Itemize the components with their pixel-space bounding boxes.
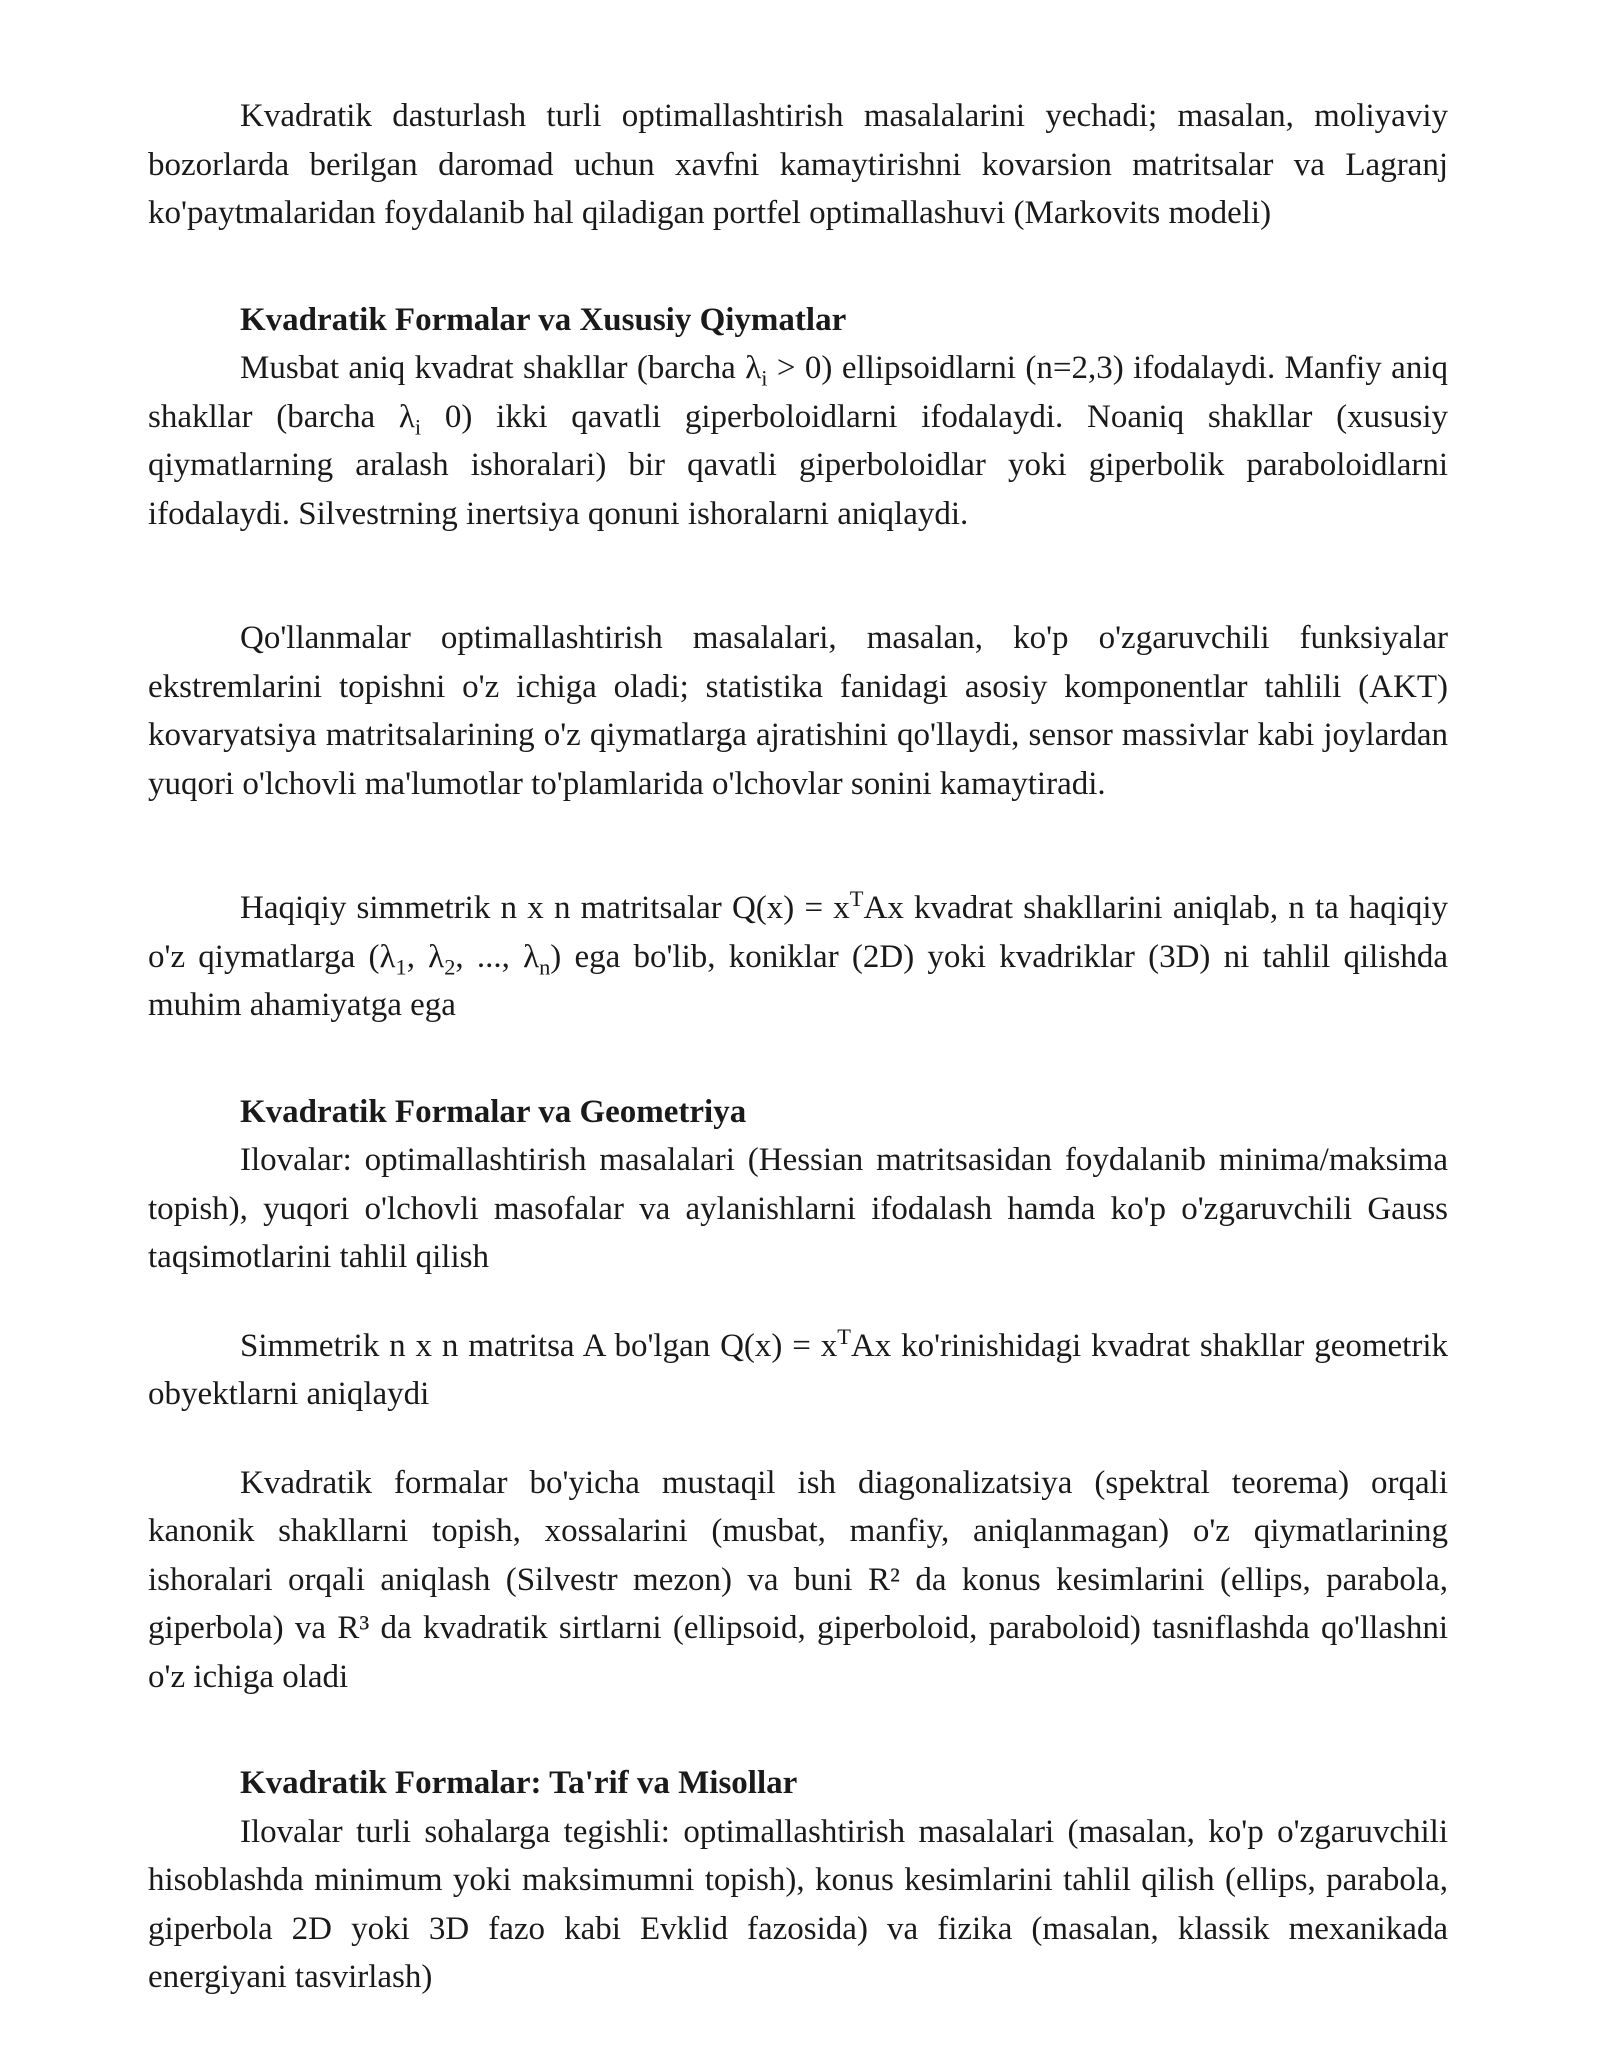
subscript: n [539,954,551,980]
text-run: Haqiqiy simmetrik n x n matritsalar Q(x) = x [240,890,850,926]
heading-quadratic-forms-geometry: Kvadratik Formalar va Geometriya [240,1093,747,1130]
spacer [148,1282,1448,1322]
paragraph-symmetric-matrices [148,884,1448,1030]
spacer [148,866,1448,884]
text-run: , ..., λ [455,938,540,975]
spacer [148,596,1448,614]
text-run: Ax kvadrat shakllarini aniqlab, n ta haqiqiy o'z qiymatlarga (λ [148,890,1448,975]
text-run: > 0) ellipsoidlarni (n=2,3) ifodalaydi. Manfiy aniq shakllar (barcha λ [148,350,1448,435]
text-run: Musbat aniq kvadrat shakllar (barcha λ [240,350,762,386]
spacer [148,538,1448,596]
paragraph-definite-forms [148,344,1448,538]
superscript: T [837,1323,851,1349]
spacer [148,1701,1448,1759]
paragraph-independent-work: Kvadratik formalar bo'yicha mustaqil ish diagonalizatsiya (spektral teorema) orqali kanonik shakllarni topish, xossalarini (musbat, manfiy, aniqlanmagan) o'z qiymatlarining ishoralari orqali aniqlash (Silvestr mezon) va buni R² da konus kesimlarini (ellips, parabola, giperbola) va R³ da kvadratik sirtlarni (ellipsoid, giperboloid, paraboloid) tasniflashda qo'llashni o'z ichiga oladi [148,1464,1448,1695]
text-run: Ax ko'rinishidagi kvadrat shakllar geometrik obyektlarni aniqlaydi [148,1327,1448,1412]
paragraph-applications-hessian: Ilovalar: optimallashtirish masalalari (Hessian matritsasidan foydalanib minima/maksima topish), yuqori o'lchovli masofalar va aylanishlarni ifodalash hamda ko'p o'zgaruvchili Gauss taqsimotlarini tahlil qilish [148,1142,1448,1275]
text-run: , λ [406,938,445,975]
subscript: i [414,414,422,440]
spacer [148,238,1448,296]
superscript: T [849,886,864,911]
text-run: ) ega bo'lib, koniklar (2D) yoki kvadriklar (3D) ni tahlil qilishda muhim ahamiyatga ega [148,938,1448,1023]
spacer [148,808,1448,866]
text-run: Simmetrik n x n matritsa A bo'lgan Q(x) = x [240,1327,838,1364]
paragraph-geometric-objects [148,1322,1448,1419]
document-page [148,92,1448,2002]
subscript: 2 [444,954,456,980]
spacer [148,1030,1448,1088]
paragraph-applications-fields: Ilovalar turli sohalarga tegishli: optimallashtirish masalalari (masalan, ko'p o'zgaruvchili hisoblashda minimum yoki maksimumni topish), konus kesimlarini tahlil qilish (ellips, parabola, giperbola 2D yoki 3D fazo kabi Evklid fazosida) va fizika (masalan, klassik mexanikada energiyani tasvirlash) [148,1813,1448,1995]
heading-quadratic-forms-eigenvalues: Kvadratik Formalar va Xususiy Qiymatlar [240,301,847,338]
paragraph-quadratic-programming: Kvadratik dasturlash turli optimallashtirish masalalarini yechadi; masalan, moliyaviy bozorlarda berilgan daromad uchun xavfni kamaytirishni kovarsion matritsalar va Lagranj ko'paytmalaridan foydalanib hal qiladigan portfel optimallashuvi (Markovits modeli) [148,98,1448,231]
paragraph-applications-pca: Qo'llanmalar optimallashtirish masalalari, masalan, ko'p o'zgaruvchili funksiyalar ekstremlarini topishni o'z ichiga oladi; statistika fanidagi asosiy komponentlar tahlili (AKT) kovaryatsiya matritsalarining o'z qiymatlarga ajratishini qo'llaydi, sensor massivlar kabi joylardan yuqori o'lchovli ma'lumotlar to'plamlarida o'lchovlar sonini kamaytiradi. [148,620,1448,802]
spacer [148,1419,1448,1459]
subscript: 1 [395,954,407,980]
text-run: 0) ikki qavatli giperboloidlarni ifodalaydi. Noaniq shakllar (xususiy qiymatlarning aralash ishoralari) bir qavatli giperboloidlar yoki giperbolik paraboloidlarni ifodalaydi. Silvestrning inertsiya qonuni ishoralarni aniqlaydi. [148,398,1448,532]
heading-quadratic-forms-definition: Kvadratik Formalar: Ta'rif va Misollar [240,1765,798,1801]
subscript: i [761,365,768,391]
